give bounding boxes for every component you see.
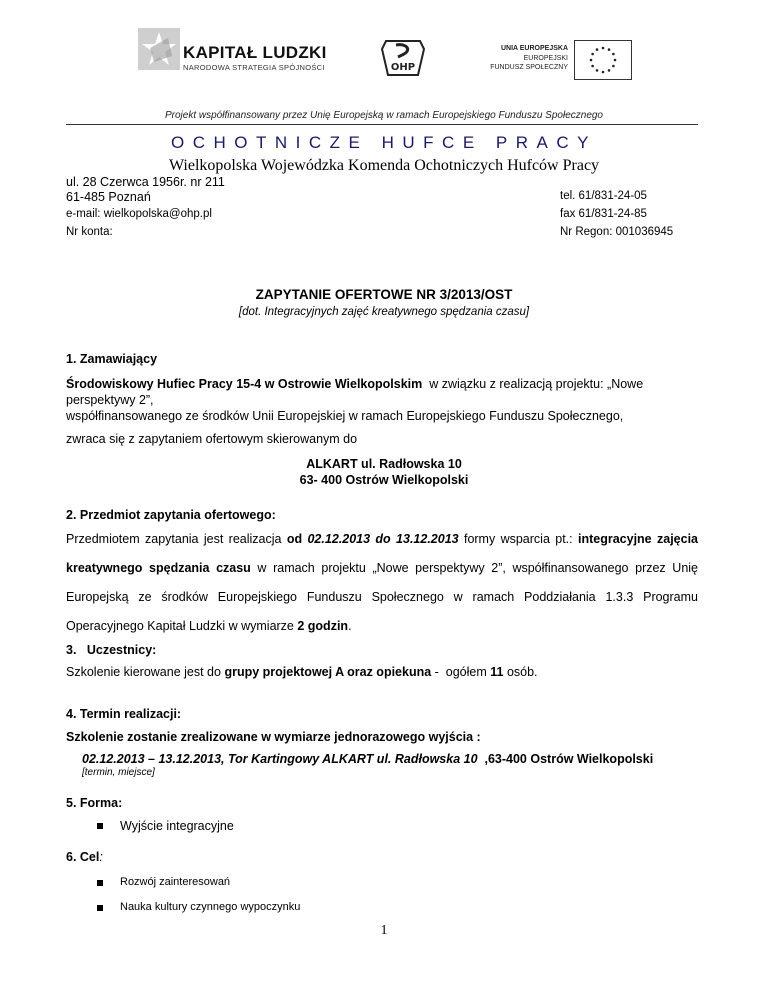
- header-divider: [66, 124, 698, 125]
- kl-subtitle: NARODOWA STRATEGIA SPÓJNOŚCI: [183, 63, 325, 72]
- section-1-heading: 1. Zamawiający: [66, 352, 158, 366]
- section-3-line: [66, 664, 538, 680]
- document-subtitle: [dot. Integracyjnych zajęć kreatywnego spędzania czasu]: [238, 306, 530, 318]
- section-1-line-1: [66, 376, 643, 392]
- page-number: 1: [380, 923, 388, 938]
- s2-date-range: 02.12.2013 do 13.12.2013: [307, 532, 459, 546]
- s2-text-a: Przedmiotem zapytania jest realizacja: [66, 532, 287, 546]
- org-subtitle: Wielkopolska Wojewódzka Komenda Ochotniczych Hufców Pracy: [168, 157, 600, 174]
- section-2-line-2: [66, 560, 698, 576]
- s2-form-name-b: kreatywnego spędzania czasu: [66, 561, 251, 575]
- section-5-heading: 5. Forma:: [66, 796, 123, 810]
- eu-flag-icon: [574, 40, 632, 80]
- goal-item: Rozwój zainteresowań: [120, 876, 231, 888]
- bullet-icon: [97, 823, 103, 829]
- section-2-line-4: [66, 618, 352, 634]
- section-4-line-2: [82, 751, 653, 767]
- section-3-heading: 3. Uczestnicy:: [66, 643, 157, 657]
- eu-line-2: EUROPEJSKI: [523, 54, 568, 62]
- org-tel: tel. 61/831-24-05: [560, 190, 647, 202]
- recipient-line-2: 63- 400 Ostrów Wielkopolski: [299, 473, 469, 487]
- eu-line-1: UNIA EUROPEJSKA: [500, 45, 568, 52]
- s2-text-g: .: [348, 619, 352, 633]
- goal-item: Nauka kultury czynnego wypoczynku: [120, 901, 301, 913]
- ohp-logo-text: OHP: [390, 62, 416, 73]
- s3-text-c: - ogółem: [431, 665, 491, 679]
- section-4-line-1: Szkolenie zostanie zrealizowane w wymiarze jednorazowego wyjścia :: [66, 730, 481, 744]
- section-1-line-4: zwraca się z zapytaniem ofertowym skierowanym do: [66, 432, 358, 446]
- bullet-icon: [97, 880, 103, 886]
- s3-text-a: Szkolenie kierowane jest do: [66, 665, 225, 679]
- section-4-note: [termin, miejsce]: [82, 767, 155, 778]
- s2-duration: 2 godzin: [297, 619, 349, 633]
- s4-term-place: 02.12.2013 – 13.12.2013, Tor Kartingowy ALKART ul. Radłowska 10: [82, 752, 478, 766]
- org-city: 61-485 Poznań: [66, 190, 151, 204]
- eu-label: [460, 44, 568, 73]
- ohp-logo-icon: [378, 37, 428, 77]
- s2-text-e: w ramach projektu „Nowe perspektywy 2”, współfinansowanego przez Unię: [250, 561, 698, 575]
- ordering-party-name: Środowiskowy Hufiec Pracy 15-4 w Ostrowie Wielkopolskim: [66, 377, 423, 391]
- star-emblem-icon: [138, 28, 180, 70]
- section-2-line-3: Europejską ze środków Europejskiego Funduszu Społecznego w ramach Poddziałania 1.3.3 Programu: [66, 590, 698, 604]
- kl-title: KAPITAŁ LUDZKI: [183, 43, 327, 62]
- s6-heading-colon: :: [99, 850, 103, 864]
- org-regon: Nr Regon: 001036945: [560, 226, 674, 238]
- org-title: OCHOTNICZE HUFCE PRACY: [171, 133, 597, 152]
- org-email: e-mail: wielkopolska@ohp.pl: [66, 208, 212, 220]
- s2-text-d: formy wsparcia pt.:: [458, 532, 578, 546]
- form-item: Wyjście integracyjne: [120, 819, 234, 833]
- org-street: ul. 28 Czerwca 1956r. nr 211: [66, 175, 225, 189]
- section-1-line-3: współfinansowanego ze środków Unii Europejskiej w ramach Europejskiego Funduszu Społecznego,: [66, 409, 624, 423]
- eu-line-3: FUNDUSZ SPOŁECZNY: [490, 64, 568, 71]
- s2-text-b: od: [286, 532, 308, 546]
- s2-text-f: Operacyjnego Kapitał Ludzki w wymiarze: [66, 619, 298, 633]
- section-4-heading: 4. Termin realizacji:: [66, 707, 182, 721]
- document-title: ZAPYTANIE OFERTOWE NR 3/2013/OST: [255, 287, 513, 302]
- section-2-line-1: [66, 531, 698, 547]
- section-1-line-2: perspektywy 2”,: [66, 393, 154, 407]
- s3-count: 11: [490, 665, 504, 679]
- org-account: Nr konta:: [66, 226, 113, 238]
- section-2-heading: 2. Przedmiot zapytania ofertowego:: [66, 508, 276, 522]
- s3-text-e: osób.: [503, 665, 538, 679]
- section-6-heading: [66, 849, 103, 865]
- s6-heading-text: 6. Cel: [66, 850, 100, 864]
- s2-form-name-a: integracyjne zajęcia: [578, 532, 699, 546]
- project-cofinancing-note: Projekt współfinansowany przez Unię Europejską w ramach Europejskiego Funduszu Społecznego: [164, 110, 603, 121]
- s4-city: ,63-400 Ostrów Wielkopolski: [477, 752, 654, 766]
- bullet-icon: [97, 905, 103, 911]
- s3-group: grupy projektowej A oraz opiekuna: [224, 665, 432, 679]
- section-1-line-1-rest: w związku z realizacją projektu: „Nowe: [422, 377, 644, 391]
- recipient-line-1: ALKART ul. Radłowska 10: [306, 457, 462, 471]
- org-fax: fax 61/831-24-85: [560, 208, 647, 220]
